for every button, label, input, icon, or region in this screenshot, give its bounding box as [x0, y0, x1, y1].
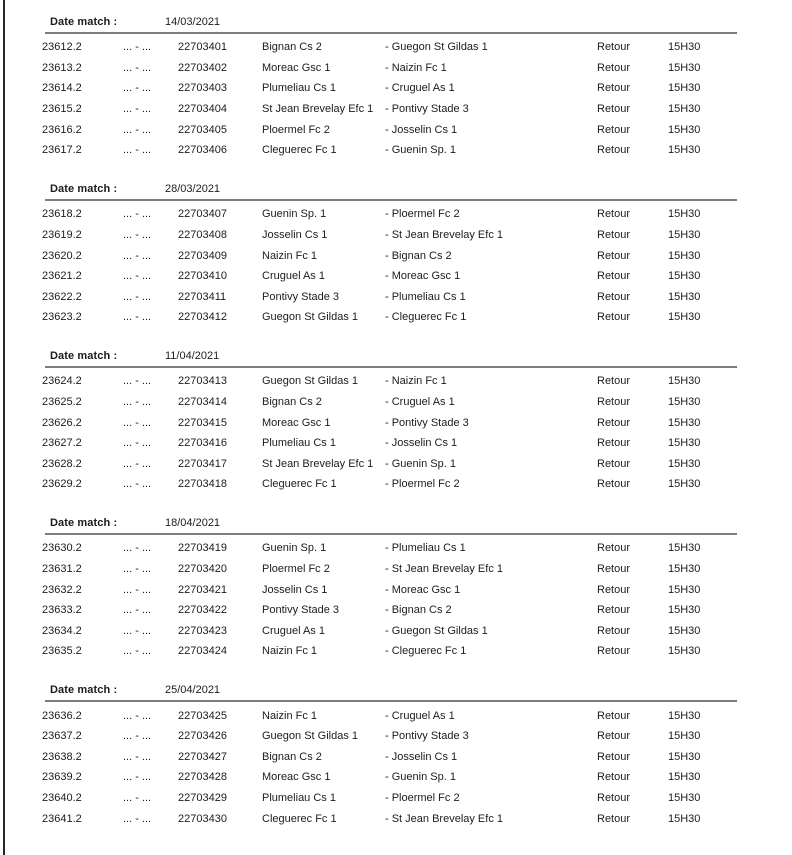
- away-team: - Pontivy Stade 3: [385, 103, 469, 116]
- score-placeholder: ... - ...: [123, 61, 152, 74]
- leg-type: Retour: [597, 82, 631, 95]
- away-team: - Guegon St Gildas 1: [385, 41, 488, 54]
- home-team: Bignan Cs 2: [262, 396, 322, 409]
- leg-type: Retour: [597, 457, 631, 470]
- kickoff-time: 15H30: [668, 478, 701, 491]
- date-match-value: 11/04/2021: [165, 349, 220, 362]
- match-code: 23630.2: [42, 542, 82, 555]
- home-team: Ploermel Fc 2: [262, 123, 330, 136]
- match-code: 23616.2: [42, 123, 82, 136]
- leg-type: Retour: [597, 228, 631, 241]
- match-code: 23632.2: [42, 583, 82, 596]
- kickoff-time: 15H30: [668, 290, 701, 303]
- match-code: 23623.2: [42, 311, 82, 324]
- match-rows: [0, 535, 792, 662]
- home-team: Cleguerec Fc 1: [262, 144, 337, 157]
- away-team: - Cruguel As 1: [385, 82, 455, 95]
- match-code: 23613.2: [42, 61, 82, 74]
- match-row: [0, 746, 792, 767]
- leg-type: Retour: [597, 812, 631, 825]
- away-team: - Guegon St Gildas 1: [385, 624, 488, 637]
- away-team: - Josselin Cs 1: [385, 437, 458, 450]
- score-placeholder: ... - ...: [123, 645, 152, 658]
- score-placeholder: ... - ...: [123, 604, 152, 617]
- kickoff-time: 15H30: [668, 812, 701, 825]
- kickoff-time: 15H30: [668, 563, 701, 576]
- score-placeholder: ... - ...: [123, 416, 152, 429]
- section-header: [0, 675, 792, 700]
- score-placeholder: ... - ...: [123, 208, 152, 221]
- score-placeholder: ... - ...: [123, 771, 152, 784]
- kickoff-time: 15H30: [668, 437, 701, 450]
- section-header: [0, 174, 792, 199]
- home-team: Guegon St Gildas 1: [262, 375, 359, 388]
- match-number: 22703412: [178, 311, 227, 324]
- away-team: - Plumeliau Cs 1: [385, 542, 466, 555]
- score-placeholder: ... - ...: [123, 41, 152, 54]
- kickoff-time: 15H30: [668, 311, 701, 324]
- match-number: 22703418: [178, 478, 227, 491]
- score-placeholder: ... - ...: [123, 144, 152, 157]
- home-team: Moreac Gsc 1: [262, 61, 331, 74]
- home-team: Plumeliau Cs 1: [262, 437, 336, 450]
- section-header: [0, 508, 792, 533]
- away-team: - Cruguel As 1: [385, 709, 455, 722]
- match-number: 22703409: [178, 249, 227, 262]
- away-team: - Bignan Cs 2: [385, 249, 452, 262]
- score-placeholder: ... - ...: [123, 437, 152, 450]
- match-number: 22703416: [178, 437, 227, 450]
- date-match-label: Date match :: [50, 182, 118, 195]
- score-placeholder: ... - ...: [123, 457, 152, 470]
- leg-type: Retour: [597, 123, 631, 136]
- kickoff-time: 15H30: [668, 583, 701, 596]
- score-placeholder: ... - ...: [123, 311, 152, 324]
- date-match-value: 18/04/2021: [165, 516, 221, 529]
- match-code: 23633.2: [42, 604, 82, 617]
- match-number: 22703406: [178, 144, 227, 157]
- match-number: 22703422: [178, 604, 227, 617]
- date-match-label: Date match :: [50, 349, 118, 362]
- match-number: 22703411: [178, 290, 227, 303]
- match-row: [0, 140, 792, 161]
- kickoff-time: 15H30: [668, 61, 701, 74]
- score-placeholder: ... - ...: [123, 791, 152, 804]
- match-row: [0, 99, 792, 120]
- match-row: [0, 621, 792, 642]
- match-code: 23634.2: [42, 624, 82, 637]
- home-team: St Jean Brevelay Efc 1: [262, 457, 374, 470]
- kickoff-time: 15H30: [668, 82, 701, 95]
- kickoff-time: 15H30: [668, 730, 701, 743]
- away-team: - Naizin Fc 1: [385, 61, 447, 74]
- home-team: Josselin Cs 1: [262, 228, 328, 241]
- match-row: [0, 705, 792, 726]
- away-team: - Cleguerec Fc 1: [385, 645, 467, 658]
- match-number: 22703419: [178, 542, 227, 555]
- away-team: - Cleguerec Fc 1: [385, 311, 467, 324]
- home-team: Guegon St Gildas 1: [262, 311, 359, 324]
- leg-type: Retour: [597, 41, 631, 54]
- match-row: [0, 454, 792, 475]
- score-placeholder: ... - ...: [123, 624, 152, 637]
- match-row: [0, 119, 792, 140]
- match-number: 22703423: [178, 624, 227, 637]
- leg-type: Retour: [597, 583, 631, 596]
- match-number: 22703410: [178, 270, 227, 283]
- match-number: 22703429: [178, 791, 227, 804]
- match-number: 22703405: [178, 123, 227, 136]
- date-match-value: 25/04/2021: [165, 683, 221, 696]
- match-row: [0, 204, 792, 225]
- match-number: 22703430: [178, 812, 227, 825]
- match-code: 23640.2: [42, 791, 82, 804]
- away-team: - St Jean Brevelay Efc 1: [385, 563, 503, 576]
- leg-type: Retour: [597, 416, 631, 429]
- match-number: 22703408: [178, 228, 227, 241]
- home-team: Pontivy Stade 3: [262, 604, 340, 617]
- date-match-label: Date match :: [50, 516, 118, 529]
- match-number: 22703402: [178, 61, 227, 74]
- score-placeholder: ... - ...: [123, 750, 152, 763]
- away-team: - Josselin Cs 1: [385, 123, 458, 136]
- match-code: 23618.2: [42, 208, 82, 221]
- score-placeholder: ... - ...: [123, 375, 152, 388]
- match-row: [0, 37, 792, 58]
- date-section: [0, 341, 792, 495]
- match-number: 22703426: [178, 730, 227, 743]
- score-placeholder: ... - ...: [123, 396, 152, 409]
- kickoff-time: 15H30: [668, 542, 701, 555]
- match-row: [0, 559, 792, 580]
- leg-type: Retour: [597, 375, 631, 388]
- match-row: [0, 474, 792, 495]
- match-number: 22703401: [178, 41, 227, 54]
- match-row: [0, 767, 792, 788]
- match-number: 22703428: [178, 771, 227, 784]
- match-code: 23622.2: [42, 290, 82, 303]
- kickoff-time: 15H30: [668, 604, 701, 617]
- score-placeholder: ... - ...: [123, 730, 152, 743]
- leg-type: Retour: [597, 791, 631, 804]
- match-number: 22703414: [178, 396, 227, 409]
- match-rows: [0, 702, 792, 829]
- match-code: 23629.2: [42, 478, 82, 491]
- date-match-value: 14/03/2021: [165, 15, 221, 28]
- match-code: 23625.2: [42, 396, 82, 409]
- score-placeholder: ... - ...: [123, 709, 152, 722]
- away-team: - Ploermel Fc 2: [385, 208, 460, 221]
- away-team: - Naizin Fc 1: [385, 375, 447, 388]
- date-section: [0, 508, 792, 662]
- leg-type: Retour: [597, 61, 631, 74]
- leg-type: Retour: [597, 208, 631, 221]
- leg-type: Retour: [597, 437, 631, 450]
- match-number: 22703417: [178, 457, 227, 470]
- away-team: - Ploermel Fc 2: [385, 791, 460, 804]
- match-code: 23617.2: [42, 144, 82, 157]
- score-placeholder: ... - ...: [123, 290, 152, 303]
- leg-type: Retour: [597, 270, 631, 283]
- match-row: [0, 641, 792, 662]
- leg-type: Retour: [597, 604, 631, 617]
- date-section: [0, 174, 792, 328]
- away-team: - Ploermel Fc 2: [385, 478, 460, 491]
- home-team: Naizin Fc 1: [262, 645, 318, 658]
- home-team: Moreac Gsc 1: [262, 771, 331, 784]
- date-match-label: Date match :: [50, 683, 118, 696]
- match-code: 23628.2: [42, 457, 82, 470]
- match-code: 23626.2: [42, 416, 82, 429]
- home-team: Naizin Fc 1: [262, 709, 318, 722]
- match-row: [0, 808, 792, 829]
- leg-type: Retour: [597, 290, 631, 303]
- match-number: 22703404: [178, 103, 227, 116]
- match-code: 23624.2: [42, 375, 82, 388]
- section-header: [0, 341, 792, 366]
- away-team: - Guenin Sp. 1: [385, 457, 456, 470]
- kickoff-time: 15H30: [668, 624, 701, 637]
- score-placeholder: ... - ...: [123, 249, 152, 262]
- leg-type: Retour: [597, 144, 631, 157]
- away-team: - Moreac Gsc 1: [385, 270, 461, 283]
- match-number: 22703403: [178, 82, 227, 95]
- match-code: 23627.2: [42, 437, 82, 450]
- leg-type: Retour: [597, 750, 631, 763]
- score-placeholder: ... - ...: [123, 270, 152, 283]
- match-rows: [0, 368, 792, 495]
- kickoff-time: 15H30: [668, 270, 701, 283]
- match-row: [0, 58, 792, 79]
- kickoff-time: 15H30: [668, 144, 701, 157]
- kickoff-time: 15H30: [668, 709, 701, 722]
- home-team: St Jean Brevelay Efc 1: [262, 103, 374, 116]
- home-team: Bignan Cs 2: [262, 41, 322, 54]
- kickoff-time: 15H30: [668, 416, 701, 429]
- home-team: Plumeliau Cs 1: [262, 82, 336, 95]
- match-code: 23615.2: [42, 103, 82, 116]
- match-code: 23641.2: [42, 812, 82, 825]
- leg-type: Retour: [597, 730, 631, 743]
- match-code: 23638.2: [42, 750, 82, 763]
- match-number: 22703421: [178, 583, 227, 596]
- away-team: - Pontivy Stade 3: [385, 730, 469, 743]
- match-number: 22703425: [178, 709, 227, 722]
- home-team: Moreac Gsc 1: [262, 416, 331, 429]
- score-placeholder: ... - ...: [123, 123, 152, 136]
- kickoff-time: 15H30: [668, 375, 701, 388]
- home-team: Guegon St Gildas 1: [262, 730, 359, 743]
- match-row: [0, 245, 792, 266]
- match-number: 22703415: [178, 416, 227, 429]
- home-team: Ploermel Fc 2: [262, 563, 330, 576]
- match-row: [0, 286, 792, 307]
- score-placeholder: ... - ...: [123, 542, 152, 555]
- kickoff-time: 15H30: [668, 123, 701, 136]
- leg-type: Retour: [597, 396, 631, 409]
- score-placeholder: ... - ...: [123, 812, 152, 825]
- match-row: [0, 266, 792, 287]
- section-header: [0, 7, 792, 32]
- match-code: 23621.2: [42, 270, 82, 283]
- away-team: - St Jean Brevelay Efc 1: [385, 228, 503, 241]
- match-code: 23631.2: [42, 563, 82, 576]
- match-row: [0, 726, 792, 747]
- date-match-label: Date match :: [50, 15, 118, 28]
- match-rows: [0, 34, 792, 161]
- match-row: [0, 579, 792, 600]
- match-code: 23620.2: [42, 249, 82, 262]
- match-code: 23612.2: [42, 41, 82, 54]
- away-team: - Bignan Cs 2: [385, 604, 452, 617]
- away-team: - Plumeliau Cs 1: [385, 290, 466, 303]
- home-team: Cleguerec Fc 1: [262, 478, 337, 491]
- home-team: Guenin Sp. 1: [262, 542, 327, 555]
- home-team: Guenin Sp. 1: [262, 208, 327, 221]
- home-team: Bignan Cs 2: [262, 750, 322, 763]
- kickoff-time: 15H30: [668, 208, 701, 221]
- match-row: [0, 538, 792, 559]
- kickoff-time: 15H30: [668, 103, 701, 116]
- home-team: Josselin Cs 1: [262, 583, 328, 596]
- match-row: [0, 371, 792, 392]
- match-row: [0, 412, 792, 433]
- match-row: [0, 392, 792, 413]
- score-placeholder: ... - ...: [123, 82, 152, 95]
- home-team: Pontivy Stade 3: [262, 290, 340, 303]
- kickoff-time: 15H30: [668, 228, 701, 241]
- date-match-value: 28/03/2021: [165, 182, 221, 195]
- away-team: - Moreac Gsc 1: [385, 583, 461, 596]
- match-row: [0, 433, 792, 454]
- score-placeholder: ... - ...: [123, 478, 152, 491]
- away-team: - Josselin Cs 1: [385, 750, 458, 763]
- home-team: Naizin Fc 1: [262, 249, 318, 262]
- home-team: Cruguel As 1: [262, 270, 325, 283]
- score-placeholder: ... - ...: [123, 563, 152, 576]
- match-rows: [0, 201, 792, 328]
- home-team: Cleguerec Fc 1: [262, 812, 337, 825]
- match-code: 23635.2: [42, 645, 82, 658]
- kickoff-time: 15H30: [668, 750, 701, 763]
- away-team: - Guenin Sp. 1: [385, 771, 456, 784]
- score-placeholder: ... - ...: [123, 583, 152, 596]
- kickoff-time: 15H30: [668, 457, 701, 470]
- leg-type: Retour: [597, 249, 631, 262]
- leg-type: Retour: [597, 311, 631, 324]
- home-team: Cruguel As 1: [262, 624, 325, 637]
- kickoff-time: 15H30: [668, 771, 701, 784]
- leg-type: Retour: [597, 709, 631, 722]
- match-code: 23614.2: [42, 82, 82, 95]
- kickoff-time: 15H30: [668, 249, 701, 262]
- home-team: Plumeliau Cs 1: [262, 791, 336, 804]
- leg-type: Retour: [597, 624, 631, 637]
- match-number: 22703420: [178, 563, 227, 576]
- score-placeholder: ... - ...: [123, 228, 152, 241]
- kickoff-time: 15H30: [668, 645, 701, 658]
- kickoff-time: 15H30: [668, 396, 701, 409]
- score-placeholder: ... - ...: [123, 103, 152, 116]
- kickoff-time: 15H30: [668, 791, 701, 804]
- match-row: [0, 788, 792, 809]
- match-row: [0, 600, 792, 621]
- leg-type: Retour: [597, 645, 631, 658]
- match-code: 23619.2: [42, 228, 82, 241]
- leg-type: Retour: [597, 478, 631, 491]
- match-number: 22703407: [178, 208, 227, 221]
- away-team: - Pontivy Stade 3: [385, 416, 469, 429]
- match-row: [0, 78, 792, 99]
- away-team: - Guenin Sp. 1: [385, 144, 456, 157]
- match-number: 22703424: [178, 645, 227, 658]
- date-section: [0, 675, 792, 829]
- leg-type: Retour: [597, 542, 631, 555]
- leg-type: Retour: [597, 563, 631, 576]
- leg-type: Retour: [597, 771, 631, 784]
- match-code: 23639.2: [42, 771, 82, 784]
- match-code: 23636.2: [42, 709, 82, 722]
- match-row: [0, 225, 792, 246]
- kickoff-time: 15H30: [668, 41, 701, 54]
- away-team: - Cruguel As 1: [385, 396, 455, 409]
- match-code: 23637.2: [42, 730, 82, 743]
- match-number: 22703427: [178, 750, 227, 763]
- leg-type: Retour: [597, 103, 631, 116]
- date-section: [0, 7, 792, 161]
- away-team: - St Jean Brevelay Efc 1: [385, 812, 503, 825]
- match-number: 22703413: [178, 375, 227, 388]
- match-row: [0, 307, 792, 328]
